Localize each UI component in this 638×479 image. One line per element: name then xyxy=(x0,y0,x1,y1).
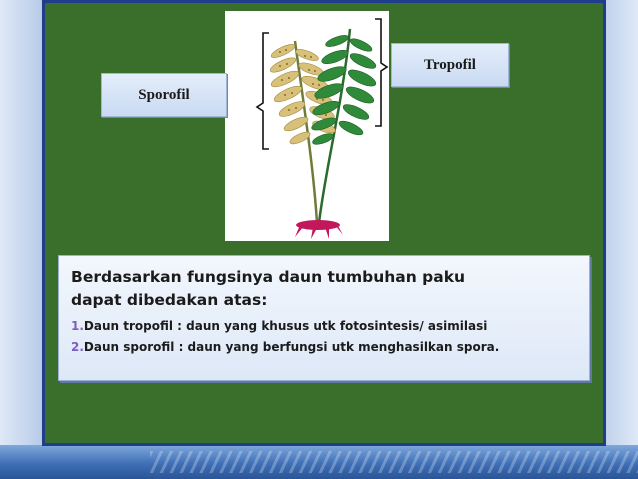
bottom-bar-stripes xyxy=(150,451,638,473)
list-item-number: 1. xyxy=(71,319,84,333)
info-list xyxy=(71,316,577,358)
info-heading-line-2: dapat dibedakan atas: xyxy=(71,291,268,309)
left-background-strip xyxy=(0,0,42,479)
bottom-decorative-bar xyxy=(0,445,638,479)
info-heading-line-1: Berdasarkan fungsinya daun tumbuhan paku xyxy=(71,268,466,286)
sporofil-label-text: Sporofil xyxy=(138,86,190,103)
list-item-text: Daun sporofil : daun yang berfungsi utk menghasilkan spora. xyxy=(83,340,500,354)
tropofil-label-text: Tropofil xyxy=(424,56,476,73)
fern-image xyxy=(225,11,389,241)
tropofil-label xyxy=(391,43,509,87)
slide-panel xyxy=(42,0,606,446)
fern-illustration-icon xyxy=(225,11,389,241)
list-item-number: 2. xyxy=(71,340,84,354)
info-heading xyxy=(71,266,577,312)
sporofil-label xyxy=(101,73,227,117)
list-item-sporofil xyxy=(71,337,577,358)
info-box xyxy=(58,255,590,381)
list-item-tropofil xyxy=(71,316,577,337)
list-item-text: Daun tropofil : daun yang khusus utk fotosintesis/ asimilasi xyxy=(83,319,488,333)
